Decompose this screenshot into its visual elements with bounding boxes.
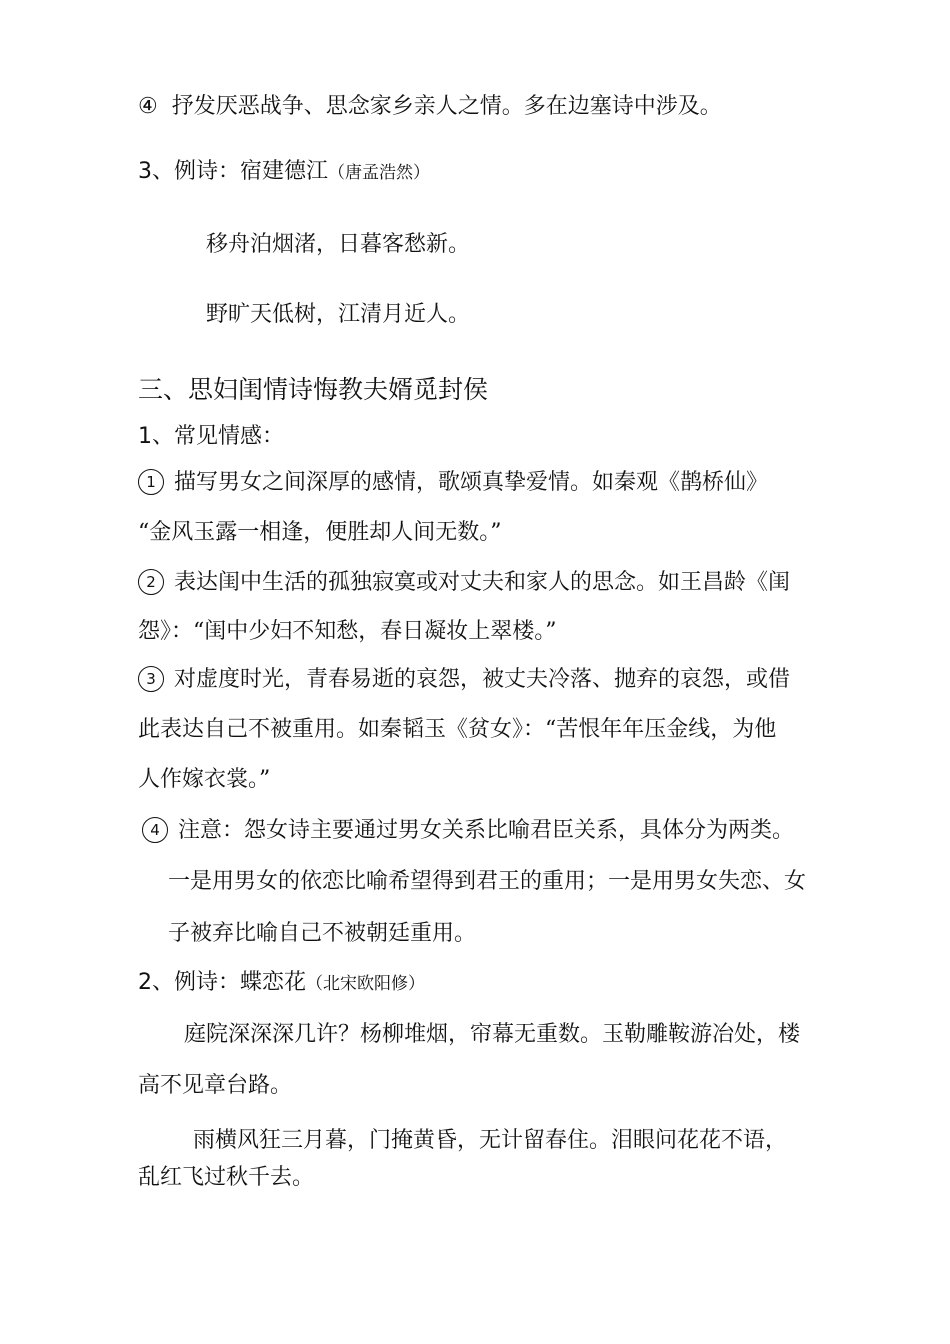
- circled-number-2: 2: [138, 569, 164, 595]
- emotion-item-3: [138, 665, 790, 695]
- section-heading: 三、思妇闺情诗悔教夫婿觅封侯: [138, 375, 489, 404]
- item-text: 描写男女之间深厚的感情，歌颂真挚爱情。如秦观《鹊桥仙》: [174, 470, 769, 495]
- heading-text: 例诗：蝶恋花: [174, 970, 307, 995]
- poem-line-continued: 高不见章台路。: [138, 1073, 293, 1098]
- item-text: 抒发厌恶战争、思念家乡亲人之情。多在边塞诗中涉及。: [171, 94, 722, 119]
- emotion-item-1: [138, 468, 768, 498]
- item-text: 对虚度时光，青春易逝的哀怨，被丈夫冷落、抛弃的哀怨，或借: [174, 667, 791, 692]
- section-number: 1、: [138, 424, 174, 449]
- item-text-continued: 人作嫁衣裳。”: [138, 767, 271, 792]
- heading-text: 例诗：宿建德江: [174, 159, 329, 184]
- poem-line: 移舟泊烟渚，日暮客愁新。: [206, 232, 471, 257]
- item-marker: ④: [138, 94, 158, 119]
- example-poem-heading: [138, 968, 425, 999]
- section-number: 2、: [138, 970, 174, 995]
- heading-text: 常见情感：: [174, 424, 285, 449]
- poem-line: 野旷天低树，江清月近人。: [206, 302, 471, 327]
- circled-number-3: 3: [138, 666, 164, 692]
- emotion-item-4: [138, 92, 722, 122]
- item-text-continued: 一是用男女的依恋比喻希望得到君王的重用；一是用男女失恋、女: [168, 869, 807, 894]
- poem-line: 庭院深深深几许？杨柳堆烟，帘幕无重数。玉勒雕鞍游冶处，楼: [184, 1022, 801, 1047]
- section-number: 3、: [138, 159, 174, 184]
- author-note: （唐孟浩然）: [328, 163, 431, 183]
- circled-number-1: 1: [138, 469, 164, 495]
- author-note: （北宋欧阳修）: [306, 974, 426, 994]
- item-text: 注意：怨女诗主要通过男女关系比喻君臣关系，具体分为两类。: [178, 818, 795, 843]
- emotion-item-4-note: [142, 816, 794, 846]
- subsection-heading: [138, 422, 284, 452]
- item-text: 表达闺中生活的孤独寂寞或对丈夫和家人的思念。如王昌龄《闺: [174, 570, 791, 595]
- item-text-continued: 怨》：“闺中少妇不知愁，春日凝妆上翠楼。”: [138, 619, 557, 644]
- example-poem-heading: [138, 157, 430, 188]
- circled-number-4: 4: [142, 817, 168, 843]
- poem-line: 雨横风狂三月暮，门掩黄昏，无计留春住。泪眼问花花不语，: [193, 1128, 788, 1153]
- poem-line-continued: 乱红飞过秋千去。: [138, 1165, 315, 1190]
- item-text-continued: 子被弃比喻自己不被朝廷重用。: [168, 921, 477, 946]
- item-text-continued: “金风玉露一相逢，便胜却人间无数。”: [138, 520, 502, 545]
- item-text-continued: 此表达自己不被重用。如秦韬玉《贫女》：“苦恨年年压金线，为他: [138, 717, 777, 742]
- emotion-item-2: [138, 568, 790, 598]
